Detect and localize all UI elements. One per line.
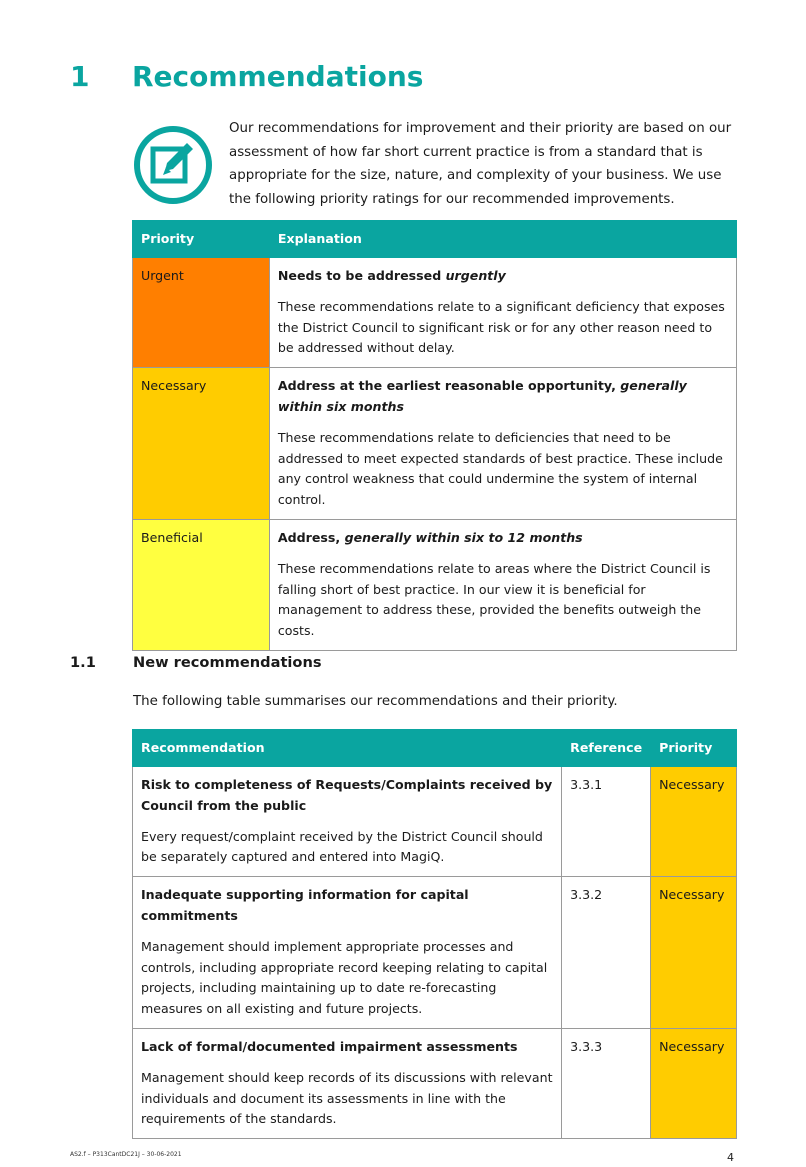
explanation-cell [269, 258, 736, 368]
explanation-text: These recommendations relate to areas where the District Council is falling short of best practice. In our view it is beneficial for management to address these, provided the benefits outweigh the costs. [277, 560, 711, 639]
edit-checkbox-icon [133, 125, 213, 205]
priority-cell: Necessary [651, 1028, 737, 1138]
table-header-row [133, 221, 737, 258]
recommendation-cell [133, 767, 562, 877]
header-priority: Priority [133, 221, 270, 258]
explanation-title: Address, [277, 529, 345, 545]
explanation-text: These recommendations relate to deficiencies that need to be addressed to meet expected standards of best practice. These include any control weakness that could undermine the system of internal control. [277, 429, 723, 508]
reference-cell: 3.3.2 [562, 877, 651, 1029]
intro-paragraph: Our recommendations for improvement and their priority are based on our assessment of how far short current practice is from a standard that is appropriate for the size, nature, and complexity of your business. We use the following priority ratings for our recommended improvements. [229, 121, 732, 207]
table-row [133, 258, 737, 368]
recommendation-text: Every request/complaint received by the District Council should be separately captured and entered into MagiQ. [141, 828, 543, 865]
priority-ratings-table [132, 220, 737, 651]
priority-cell-beneficial: Beneficial [133, 519, 270, 650]
header-reference: Reference [562, 730, 651, 767]
section-lead: The following table summarises our recommendations and their priority. [133, 694, 618, 709]
table-header-row [133, 730, 737, 767]
recommendation-cell [133, 1028, 562, 1138]
table-row [133, 877, 737, 1029]
table-row [133, 519, 737, 650]
page-number: 4 [727, 1151, 734, 1164]
explanation-title-italic: generally within six months [277, 378, 687, 414]
footer-code: AS2.f – P313CantDC21J – 30-06-2021 [70, 1151, 182, 1158]
priority-cell-urgent: Urgent [133, 258, 270, 368]
recommendation-title: Risk to completeness of Requests/Complaints received by Council from the public [141, 777, 553, 813]
priority-cell-necessary: Necessary [133, 368, 270, 520]
recommendation-title: Inadequate supporting information for capital commitments [141, 887, 469, 923]
table-row [133, 1028, 737, 1138]
recommendations-table [132, 729, 737, 1139]
header-explanation: Explanation [269, 221, 736, 258]
explanation-text: These recommendations relate to a significant deficiency that exposes the District Council to significant risk or for any other reason need to be addressed without delay. [277, 298, 725, 356]
explanation-cell [269, 519, 736, 650]
table-row [133, 767, 737, 877]
header-priority: Priority [651, 730, 737, 767]
explanation-title-italic: generally within six to 12 months [344, 529, 583, 545]
explanation-title-italic: urgently [445, 268, 506, 283]
table-row [133, 368, 737, 520]
reference-cell: 3.3.3 [562, 1028, 651, 1138]
explanation-cell [269, 368, 736, 520]
reference-cell: 3.3.1 [562, 767, 651, 877]
recommendation-text: Management should keep records of its discussions with relevant individuals and document its assessments in line with the requirements of the standards. [141, 1069, 553, 1127]
section-title: New recommendations [133, 654, 322, 671]
section-number: 1.1 [70, 654, 96, 671]
priority-cell: Necessary [651, 877, 737, 1029]
recommendation-cell [133, 877, 562, 1029]
header-recommendation: Recommendation [133, 730, 562, 767]
explanation-title: Needs to be addressed [277, 268, 446, 283]
recommendation-text: Management should implement appropriate processes and controls, including appropriate record keeping relating to capital projects, including maintaining up to date re-forecasting measures on all existing and future projects. [141, 938, 548, 1017]
heading-title: Recommendations [132, 60, 424, 93]
priority-cell: Necessary [651, 767, 737, 877]
heading-number: 1 [70, 60, 90, 93]
recommendation-title: Lack of formal/documented impairment assessments [141, 1038, 518, 1054]
explanation-title: Address at the earliest reasonable opportunity, [277, 378, 621, 394]
